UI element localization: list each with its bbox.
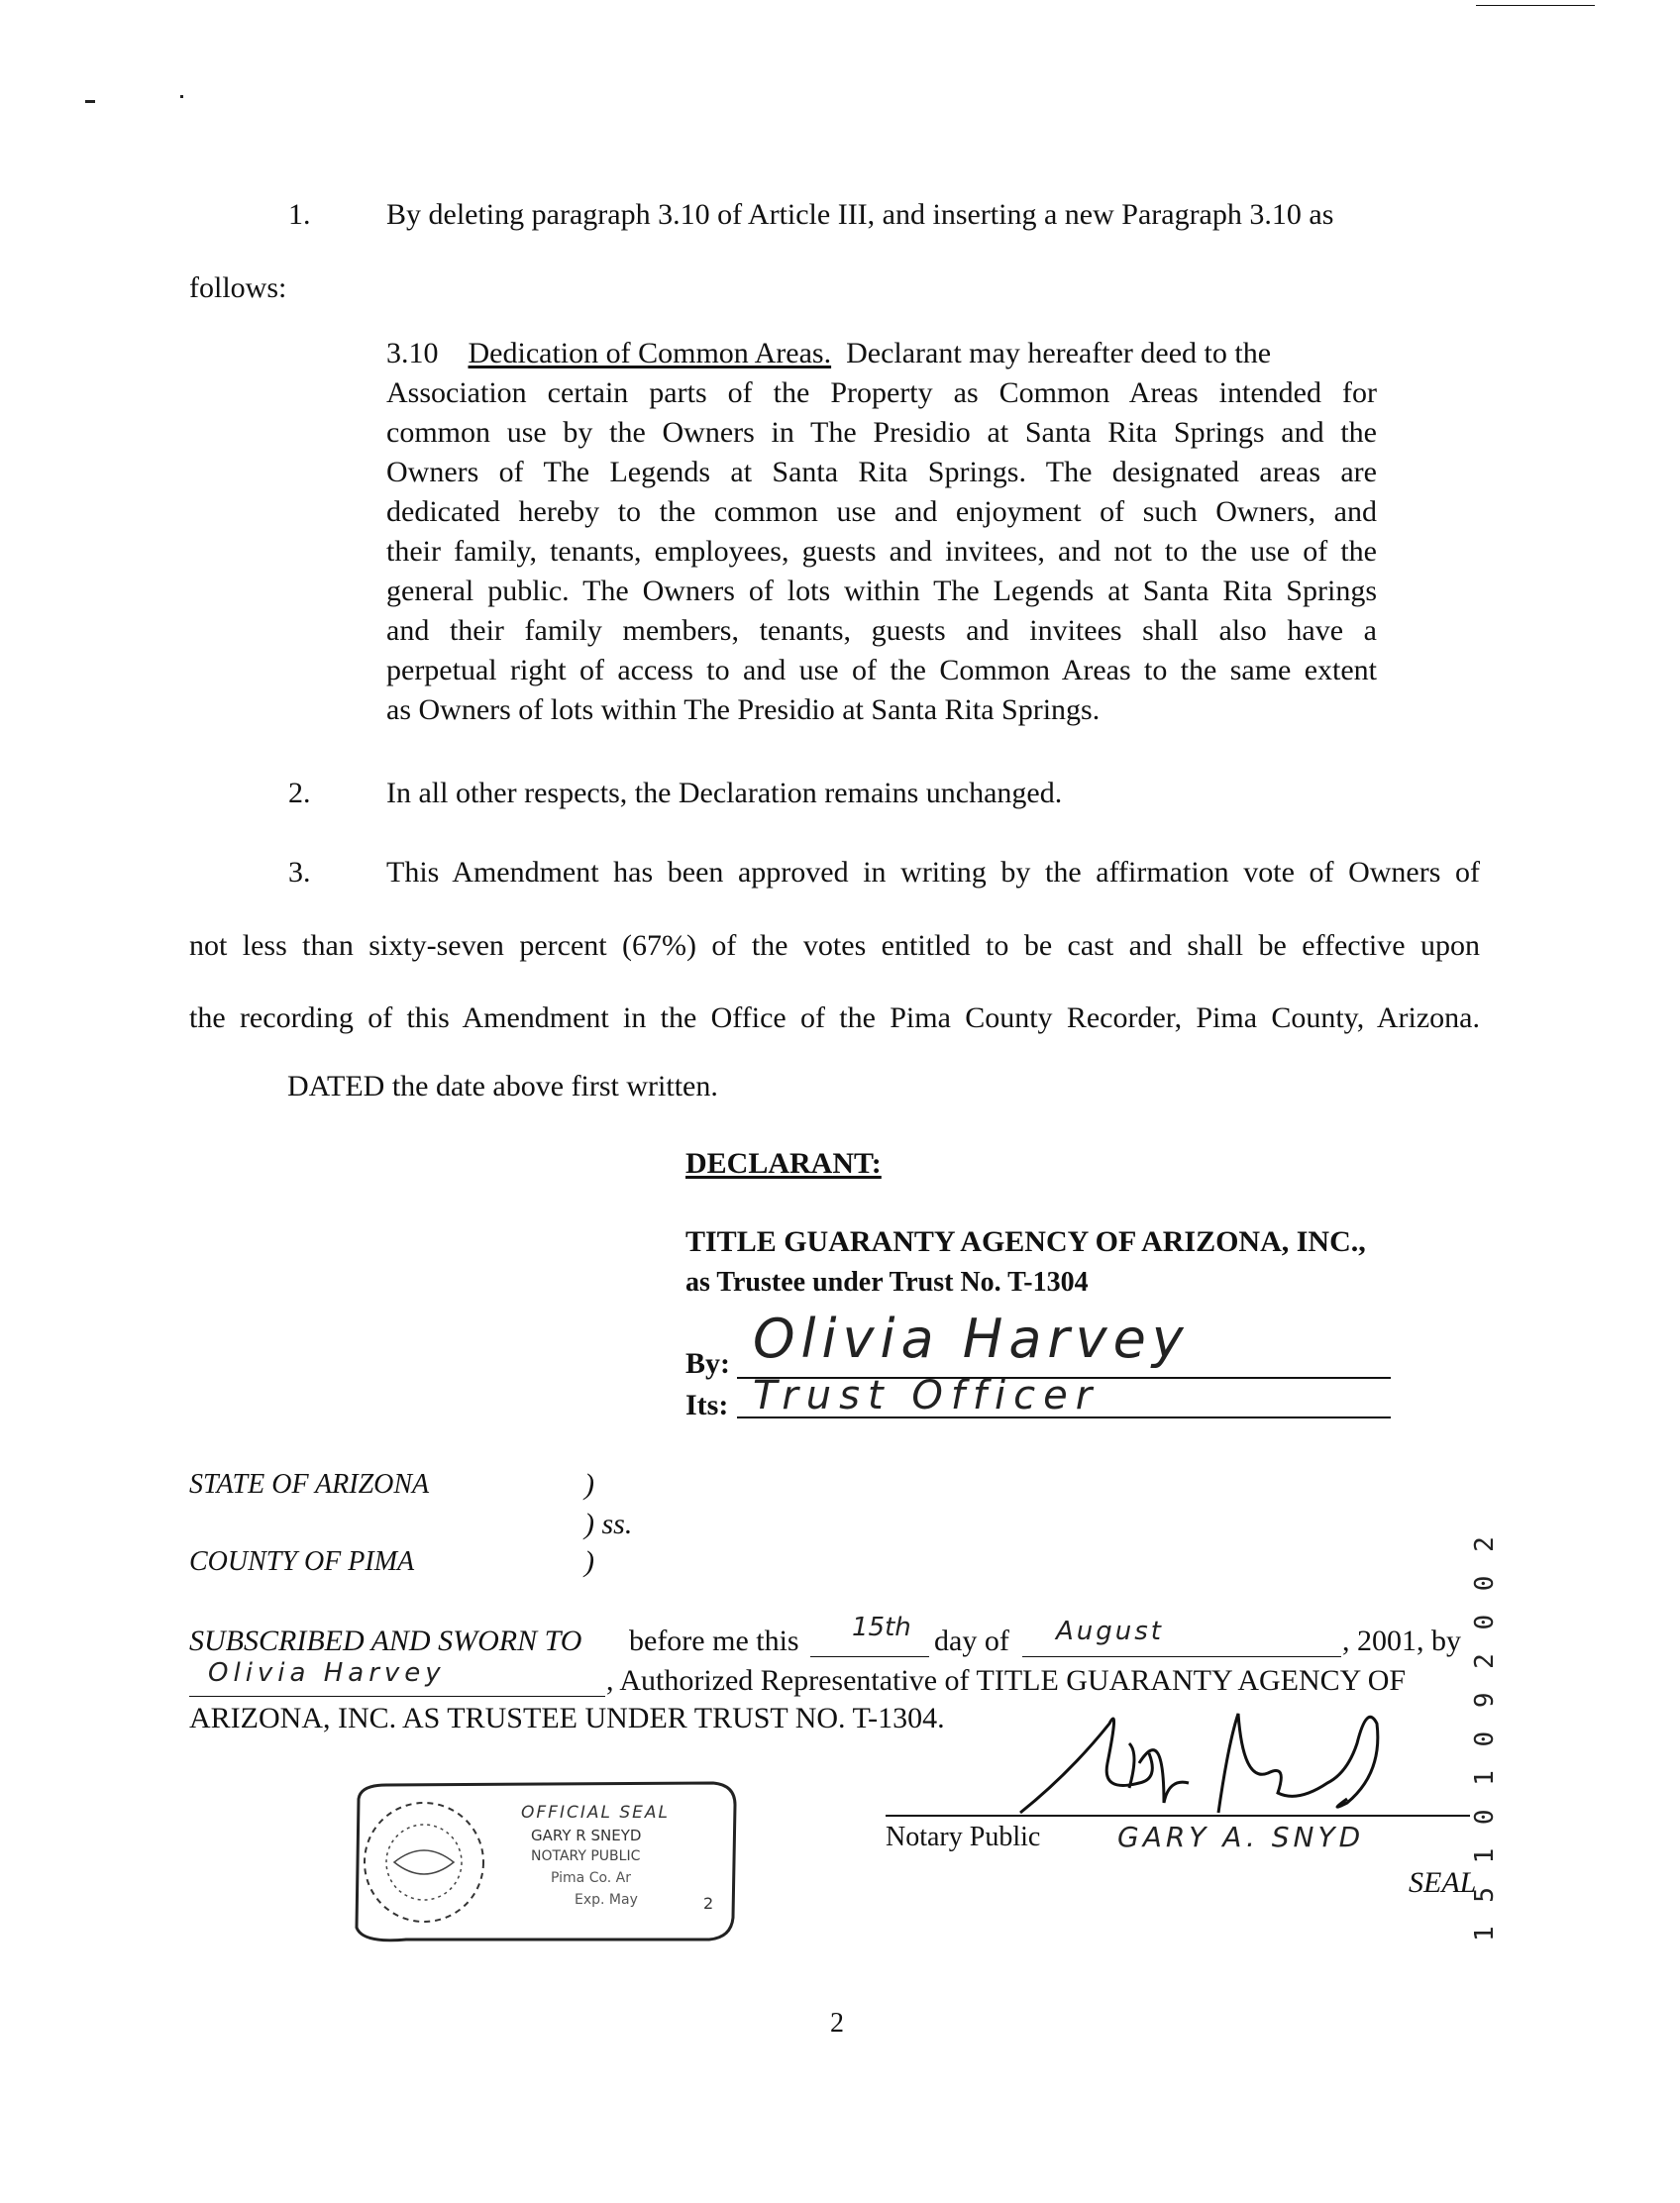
section-3-10-first-line-text: Declarant may hereafter deed to the [846,337,1272,369]
item-3-text: the recording of this Amendment in the Office of the Pima County Recorder, Pima County, Arizona. [189,1001,1480,1034]
section-3-10-line: dedicated hereby to the common use and enjoyment of such Owners, and [386,495,1377,528]
section-3-10-line: common use by the Owners in The Presidio at Santa Rita Springs and the [386,416,1377,449]
declarant-label: DECLARANT: [685,1147,882,1180]
section-3-10-line: as Owners of lots within The Presidio at Santa Rita Springs. [386,693,1101,726]
jurat-month-value: August [1056,1617,1164,1646]
venue-ss: ) ss. [584,1508,633,1540]
section-3-10-first-line [386,337,1377,370]
its-value: Trust Officer [753,1373,1101,1418]
item-1-number: 1. [288,198,311,231]
notary-public-label: Notary Public [886,1822,1041,1852]
jurat-day-line [810,1656,929,1657]
notary-signature-line [886,1815,1470,1817]
section-3-10-number: 3.10 [386,337,439,369]
venue-county: COUNTY OF PIMA [189,1546,415,1577]
venue-paren-bottom: ) [584,1545,594,1578]
jurat-day-of: day of [934,1625,1009,1657]
scan-speck [180,95,183,98]
jurat-day-value: 15th [852,1613,911,1642]
notary-printed-name: GARY A. SNYD [1117,1821,1365,1853]
jurat-line-3: ARIZONA, INC. AS TRUSTEE UNDER TRUST NO. T-1304. [189,1702,945,1734]
section-3-10-line: Owners of The Legends at Santa Rita Springs. The designated areas are [386,456,1377,488]
scan-speck [85,100,95,103]
item-3-number: 3. [288,856,311,889]
by-signature: Olivia Harvey [753,1308,1190,1370]
venue-paren-top: ) [584,1468,594,1501]
item-2-number: 2. [288,777,311,809]
item-1-text-continued: follows: [189,271,287,304]
declarant-capacity: as Trustee under Trust No. T-1304 [685,1267,1089,1298]
item-3-text: not less than sixty-seven percent (67%) of the votes entitled to be cast and shall be effective upon [189,929,1480,962]
jurat-name-value: Olivia Harvey [208,1658,446,1688]
seal-stamp-line: Pima Co. Ar [551,1870,632,1886]
jurat-lead: SUBSCRIBED AND SWORN TO [189,1625,582,1657]
jurat-before-me: before me this [629,1625,799,1657]
seal-label: SEAL [1409,1866,1477,1899]
seal-stamp-line: Exp. May [575,1892,638,1908]
margin-recording-stamp: 1 5 1 0 1 0 9 2 0 0 2 [1470,1532,1500,1941]
item-2-text: In all other respects, the Declaration remains unchanged. [386,777,1063,809]
jurat-month-line [1022,1656,1341,1657]
seal-stamp-line: NOTARY PUBLIC [531,1848,641,1864]
jurat-name-line [189,1696,605,1697]
dated-line: DATED the date above first written. [287,1070,718,1102]
item-3-text: This Amendment has been approved in writing by the affirmation vote of Owners of [386,856,1480,889]
declarant-entity: TITLE GUARANTY AGENCY OF ARIZONA, INC., [685,1225,1366,1258]
venue-state: STATE OF ARIZONA [189,1469,430,1500]
seal-stamp-line: GARY R SNEYD [531,1827,642,1844]
page-number: 2 [830,2008,844,2039]
section-3-10-line: their family, tenants, employees, guests and invitees, and not to the use of the [386,535,1377,568]
scan-edge-line [1476,5,1595,6]
item-1-text: By deleting paragraph 3.10 of Article III, and inserting a new Paragraph 3.10 as [386,198,1334,231]
section-3-10-line: and their family members, tenants, guests and invitees shall also have a [386,614,1377,647]
jurat-line-2: , Authorized Representative of TITLE GUARANTY AGENCY OF [606,1664,1407,1697]
section-3-10-line: perpetual right of access to and use of the Common Areas to the same extent [386,654,1377,686]
official-seal-stamp [347,1779,743,1945]
section-3-10-heading: Dedication of Common Areas. [468,337,832,369]
section-3-10-line: general public. The Owners of lots within The Legends at Santa Rita Springs [386,575,1377,607]
seal-stamp-line: 2 [703,1894,714,1913]
section-3-10-line: Association certain parts of the Property as Common Areas intended for [386,376,1377,409]
its-label: Its: [685,1389,729,1421]
jurat-line-1 [189,1625,581,1658]
jurat-year: , 2001, by [1342,1625,1461,1657]
seal-stamp-line: OFFICIAL SEAL [521,1803,670,1823]
by-label: By: [685,1347,730,1380]
